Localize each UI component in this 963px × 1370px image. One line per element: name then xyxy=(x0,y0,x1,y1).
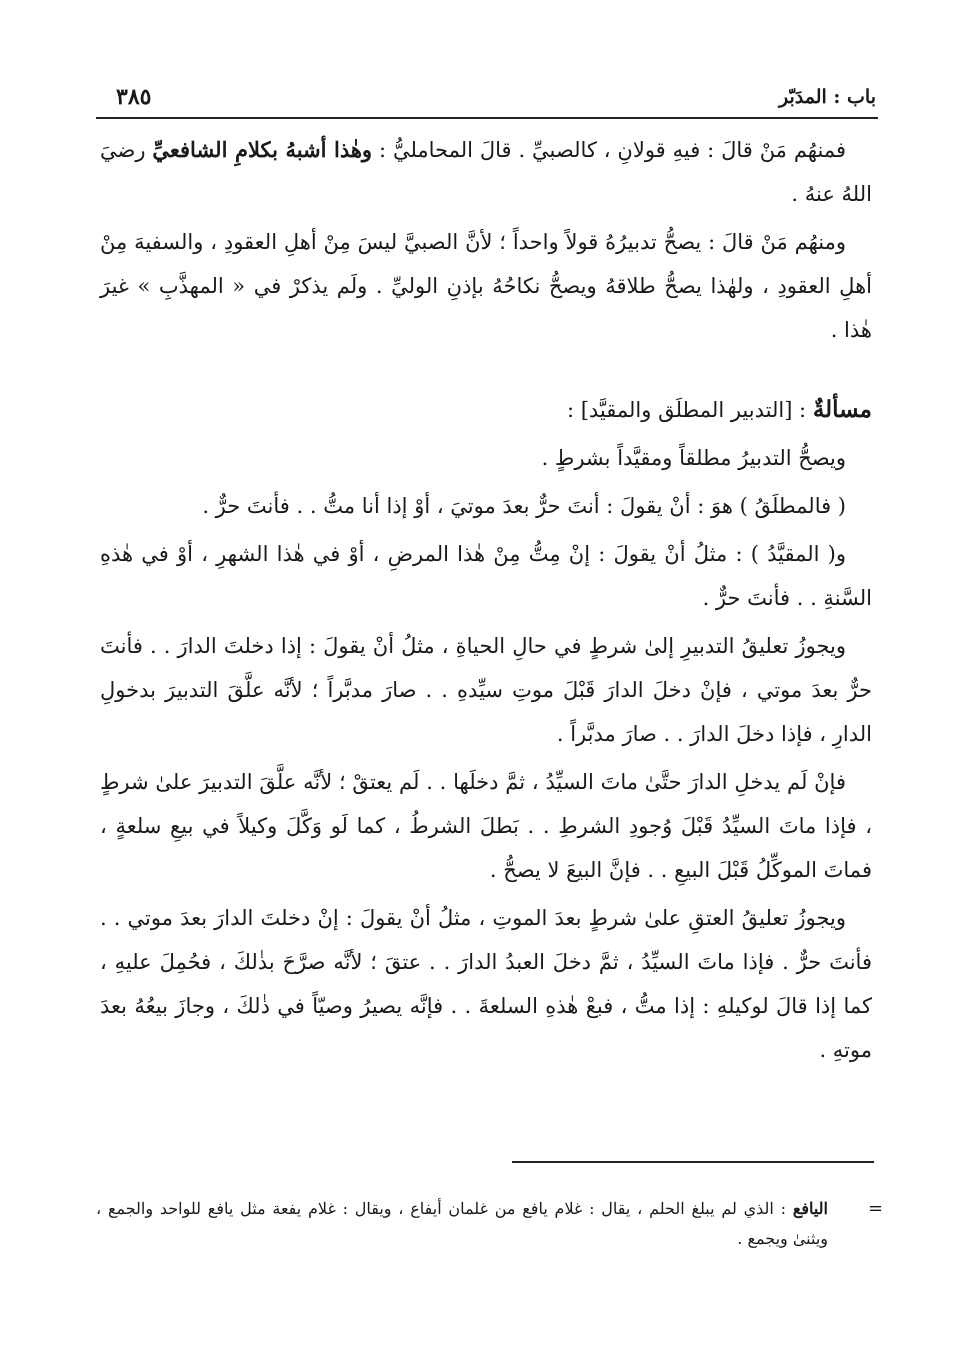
paragraph-1-bold: وهٰذا أشبهُ بكلامِ الشافعيِّ xyxy=(152,137,373,162)
paragraph-1-tail: رضيَ اللهُ عنهُ . xyxy=(100,138,872,206)
paragraph-6: ويجوزُ تعليقُ التدبيرِ إلىٰ شرطٍ في حالِ الحياةِ ، مثلُ أنْ يقولَ : إذا دخلتَ الدارَ . . فأنتَ حرٌّ بعدَ موتي ، فإنْ دخلَ الدارَ قَبْلَ موتِ سيِّدهِ . . صارَ مدبَّراً ؛ لأنَّه علَّقَ التدبيرَ بدخولِ الدارِ ، فإذا دخلَ الدارَ . . صارَ مدبَّراً . xyxy=(100,634,872,746)
paragraph-8: ويجوزُ تعليقُ العتقِ علىٰ شرطٍ بعدَ الموتِ ، مثلُ أنْ يقولَ : إنْ دخلتَ الدارَ بعدَ موتي . . فأنتَ حرٌّ . فإذا ماتَ السيِّدُ ، ثمَّ دخلَ العبدُ الدارَ . . عتقَ ؛ لأنَّه صرَّحَ بذٰلكَ ، فحُمِلَ عليهِ ، كما إذا قالَ لوكيلهِ : إذا متُّ ، فبعْ هٰذهِ السلعةَ . . فإنَّه يصيرُ وصيّاً في ذٰلكَ ، وجازَ بيعُهُ بعدَ موتهِ . xyxy=(100,906,872,1062)
masala-term: مسألةٌ xyxy=(812,396,872,423)
page-header xyxy=(112,84,876,114)
paragraph-5: و( المقيَّدُ ) : مثلُ أنْ يقولَ : إنْ مِتُّ مِنْ هٰذا المرضِ ، أوْ في هٰذا الشهرِ ، أوْ في هٰذهِ السَّنةِ . . فأنتَ حرٌّ . xyxy=(100,542,872,610)
paragraph-4: ( فالمطلَقُ ) هوَ : أنْ يقولَ : أنتَ حرٌّ بعدَ موتيَ ، أوْ إذا أنا متُّ . . فأنتَ حرٌّ . xyxy=(202,494,846,518)
section-heading xyxy=(100,388,872,432)
paragraph-2: ومنهُم مَنْ قالَ : يصحُّ تدبيرُهُ قولاً واحداً ؛ لأنَّ الصبيَّ ليسَ مِنْ أهلِ العقودِ ، والسفيهَ مِنْ أهلِ العقودِ ، ولهٰذا يصحُّ طلاقهُ ويصحُّ نكاحُهُ بإذنِ الوليِّ . ولَم يذكرْ في « المهذَّبِ » غيرَ هٰذا . xyxy=(100,230,872,342)
page-number: ٣٨٥ xyxy=(116,84,152,110)
masala-title: : [التدبير المطلَق والمقيَّد] : xyxy=(566,398,813,422)
footnote-term: اليافع xyxy=(792,1199,828,1218)
footnote-text: : الذي لم يبلغ الحلم ، يقال : غلام يافع من غلمان أيفاع ، ويقال : غلام يفعة مثل يافع للواحد والجمع ، ويثنىٰ ويجمع . xyxy=(96,1199,828,1248)
running-head: باب : المدَبّر xyxy=(778,86,876,108)
paragraph-7: فإنْ لَم يدخلِ الدارَ حتَّىٰ ماتَ السيِّدُ ، ثمَّ دخلَها . . لَم يعتقْ ؛ لأنَّه علَّقَ التدبيرَ علىٰ شرطٍ ، فإذا ماتَ السيِّدُ قَبْلَ وُجودِ الشرطِ . . بَطلَ الشرطُ ، كما لَو وَكَّلَ وكيلاً في بيعِ سلعةٍ ، فماتَ الموكِّلُ قَبْلَ البيعِ . . فإنَّ البيعَ لا يصحُّ . xyxy=(100,770,872,882)
main-text xyxy=(100,128,872,1076)
paragraph-1-lead: فمنهُم مَنْ قالَ : فيهِ قولانِ ، كالصبيِّ . قالَ المحامليُّ : xyxy=(372,138,846,162)
paragraph-1 xyxy=(100,128,872,216)
footnote-continuation-marker: = xyxy=(868,1198,884,1219)
footnote-rule xyxy=(512,1161,874,1163)
footnote xyxy=(96,1194,828,1254)
header-rule xyxy=(96,117,878,119)
paragraph-3: ويصحُّ التدبيرُ مطلقاً ومقيَّداً بشرطٍ . xyxy=(541,446,846,470)
